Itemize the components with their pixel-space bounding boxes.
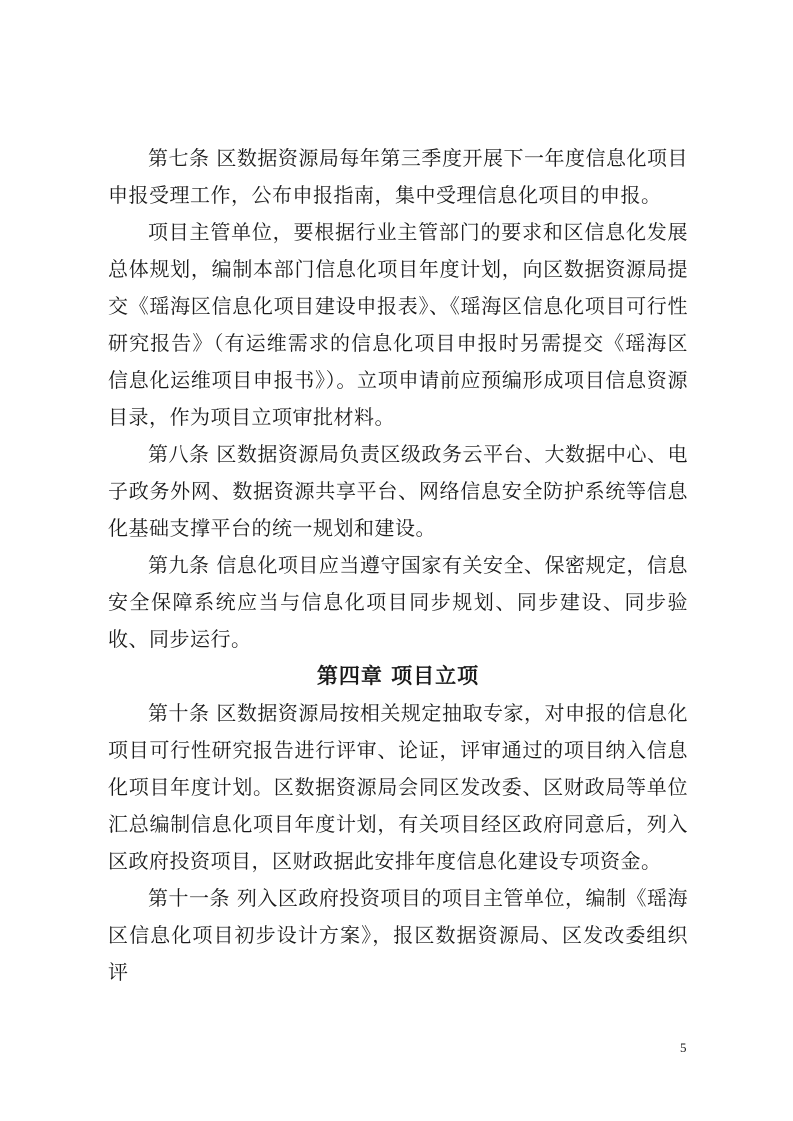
chapter-heading: 第四章 项目立项	[316, 664, 480, 688]
article-8-paragraph: 第八条 区数据资源局负责区级政务云平台、大数据中心、电子政务外网、数据资源共享平台、网络信息安全防护系统等信息化基础支撑平台的统一规划和建设。	[108, 442, 688, 540]
article-10-paragraph: 第十条 区数据资源局按相关规定抽取专家，对申报的信息化项目可行性研究报告进行评审、论证，评审通过的项目纳入信息化项目年度计划。区数据资源局会同区发改委、区财政局等单位汇总编制信息化项目年度计划，有关项目经区政府同意后，列入区政府投资项目，区财政据此安排年度信息化建设专项资金。	[108, 701, 688, 873]
article-11-paragraph: 第十一条 列入区政府投资项目的项目主管单位，编制《瑶海区信息化项目初步设计方案》，报区数据资源局、区发改委组织评	[108, 886, 688, 984]
project-unit-paragraph: 项目主管单位，要根据行业主管部门的要求和区信息化发展总体规划，编制本部门信息化项目年度计划，向区数据资源局提交《瑶海区信息化项目建设申报表》、《瑶海区信息化项目可行性研究报告》（有运维需求的信息化项目申报时另需提交《瑶海区信息化运维项目申报书》）。立项申请前应预编形成项目信息资源目录，作为项目立项审批材料。	[108, 220, 688, 429]
page-number: 5	[680, 1040, 687, 1055]
article-9-paragraph: 第九条 信息化项目应当遵守国家有关安全、保密规定，信息安全保障系统应当与信息化项目同步规划、同步建设、同步验收、同步运行。	[108, 553, 688, 651]
document-body	[108, 140, 688, 991]
article-7-paragraph: 第七条 区数据资源局每年第三季度开展下一年度信息化项目申报受理工作，公布申报指南，集中受理信息化项目的申报。	[108, 146, 688, 207]
